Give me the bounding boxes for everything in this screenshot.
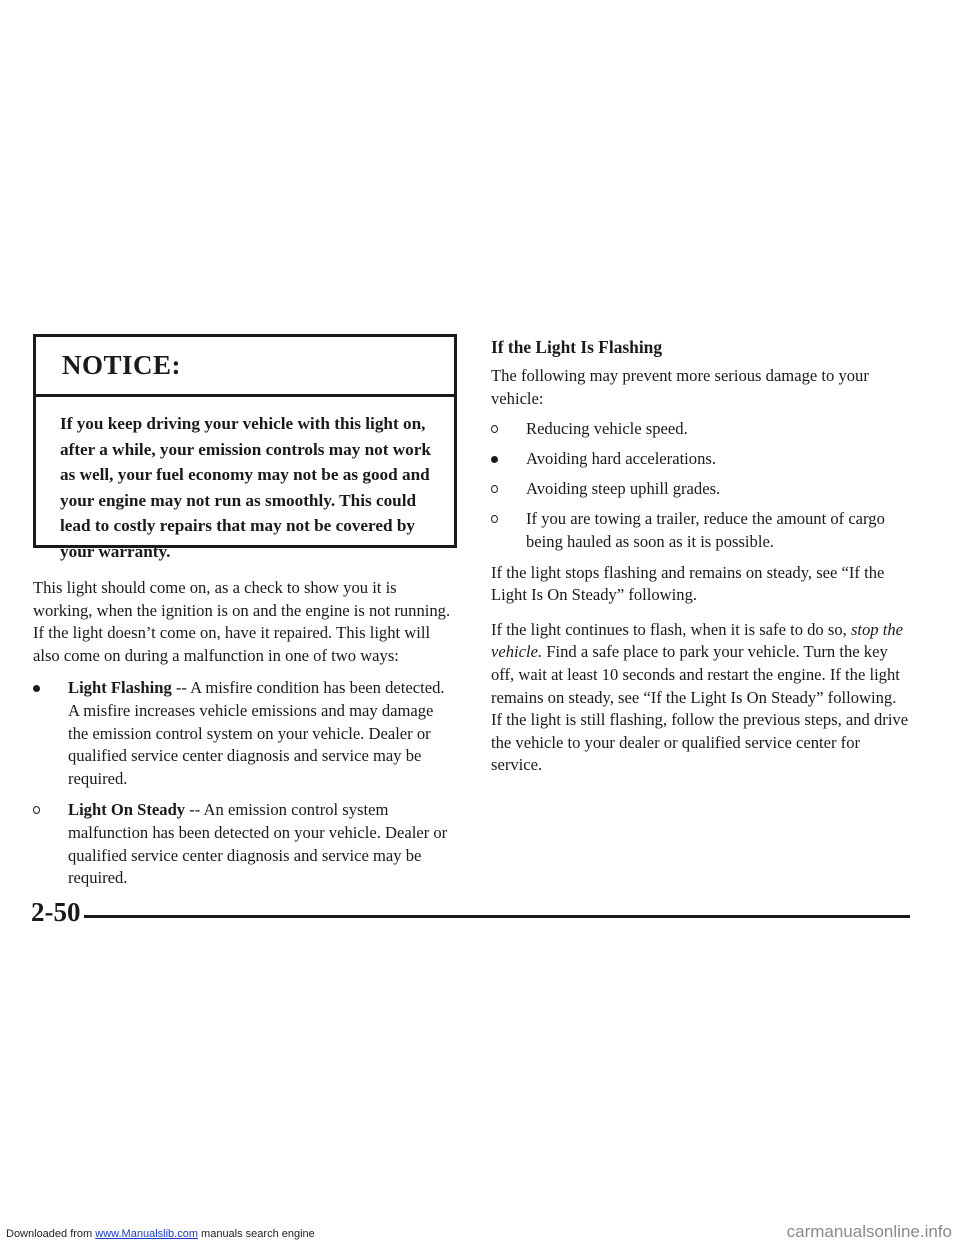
notice-box bbox=[33, 334, 457, 561]
download-watermark bbox=[6, 1228, 315, 1240]
list-item bbox=[33, 799, 453, 889]
manualslib-link[interactable]: www.Manualslib.com bbox=[95, 1228, 198, 1240]
list-item-text: -- A misfire condition has been detected. A misfire increases vehicle emissions and may damage the emission control system on your vehicle. Dealer or qualified service center diagnosis and service may be required. bbox=[68, 678, 445, 788]
site-watermark: carmanualsonline.info bbox=[786, 1222, 952, 1241]
intro-paragraph: This light should come on, as a check to show you it is working, when the ignition is on and the engine is not running. If the light doesn’t come on, have it repaired. This light will also come on during a malfunction in one of two ways: bbox=[33, 578, 451, 665]
list-item-text: Reducing vehicle speed. bbox=[526, 419, 688, 439]
watermark-prefix: Downloaded from bbox=[6, 1228, 96, 1240]
list-item-term: Light Flashing bbox=[68, 678, 172, 698]
bullet-icon bbox=[33, 685, 40, 692]
list-item bbox=[491, 448, 911, 471]
prevention-list bbox=[491, 418, 911, 553]
steady-paragraph: If the light stops flashing and remains on steady, see “If the Light Is On Steady” following. bbox=[491, 562, 885, 605]
list-item-term: Light On Steady bbox=[68, 800, 186, 820]
notice-body: If you keep driving your vehicle with this light on, after a while, your emission controls may not work as well, your fuel economy may not be as good and your engine may not run as smoothly. This could lead to costly repairs that may not be covered by your warranty. bbox=[60, 414, 431, 561]
left-column bbox=[33, 334, 453, 890]
right-column bbox=[491, 334, 911, 777]
right-intro: The following may prevent more serious damage to your vehicle: bbox=[491, 366, 869, 408]
watermark-suffix: manuals search engine bbox=[197, 1228, 315, 1240]
bullet-icon bbox=[491, 425, 498, 433]
malfunction-list bbox=[33, 677, 453, 889]
footer-rule bbox=[84, 915, 910, 918]
page-number: 2-50 bbox=[31, 897, 81, 927]
paragraph-text: Find a safe place to park your vehicle. Turn the key off, wait at least 10 seconds and restart the engine. If the light remains on steady, see “If the Light Is On Steady” following. If the light is still flashing, follow the previous steps, and drive the vehicle to your dealer or qualified service center for service. bbox=[491, 642, 909, 775]
bullet-icon bbox=[491, 456, 498, 463]
list-item-text: Avoiding hard accelerations. bbox=[526, 449, 716, 469]
list-item bbox=[491, 508, 911, 553]
emphasis-text: stop the vehicle. bbox=[491, 619, 904, 662]
paragraph-text: If the light continues to flash, when it is safe to do so, bbox=[491, 619, 851, 639]
section-heading: If the Light Is Flashing bbox=[491, 337, 663, 357]
list-item-text: -- An emission control system malfunction has been detected on your vehicle. Dealer or qualified service center diagnosis and service may be required. bbox=[68, 800, 448, 888]
list-item bbox=[491, 478, 911, 501]
list-item-text: If you are towing a trailer, reduce the amount of cargo being hauled as soon as it is possible. bbox=[526, 509, 885, 552]
list-item-text: Avoiding steep uphill grades. bbox=[526, 479, 721, 499]
continue-flash-paragraph bbox=[491, 619, 911, 777]
list-item bbox=[491, 418, 911, 441]
list-item bbox=[33, 677, 453, 790]
bullet-icon bbox=[491, 485, 498, 493]
bullet-icon bbox=[33, 806, 40, 814]
notice-title: NOTICE: bbox=[36, 337, 454, 397]
bullet-icon bbox=[491, 515, 498, 523]
